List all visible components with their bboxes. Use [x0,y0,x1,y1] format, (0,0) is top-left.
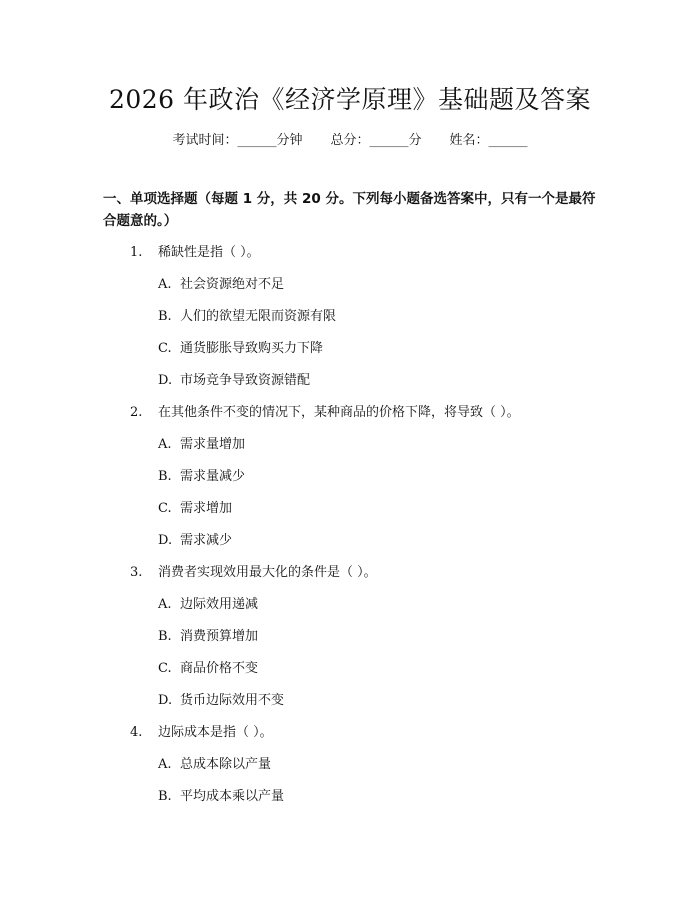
option-2d [158,532,232,550]
option-letter: B. [158,789,172,804]
option-text: 需求减少 [180,533,233,548]
option-text: 通货膨胀导致购买力下降 [180,341,324,356]
question-4 [130,724,273,742]
name-label: 姓名：______ [449,133,528,148]
option-1b [158,308,336,326]
option-letter: D. [158,373,173,388]
question-number: 2. [130,405,143,420]
option-1a [158,276,284,294]
option-text: 需求量减少 [180,469,246,484]
option-text: 商品价格不变 [180,661,259,676]
option-letter: C. [158,661,172,676]
option-text: 边际效用递减 [180,597,259,612]
option-1d [158,372,310,390]
option-text: 货币边际效用不变 [180,693,285,708]
option-text: 社会资源绝对不足 [180,277,285,292]
option-2c [158,500,232,518]
section-heading: 一、单项选择题（每题 1 分，共 20 分。下列每小题备选答案中，只有一个是最符合题意的。） [103,191,596,229]
question-2 [130,404,520,422]
option-text: 市场竞争导致资源错配 [180,373,311,388]
question-1 [130,244,260,262]
option-letter: A. [158,277,172,292]
option-2a [158,436,245,454]
page-title: 2026 年政治《经济学原理》基础题及答案 [108,85,592,114]
question-text: 消费者实现效用最大化的条件是（ ）。 [158,565,377,580]
option-3d [158,692,284,710]
total-score-label: 总分：______分 [330,133,422,148]
question-number: 3. [130,565,143,580]
option-4b [158,788,284,806]
question-number: 1. [130,245,143,260]
option-4a [158,756,271,774]
option-letter: B. [158,469,172,484]
option-letter: B. [158,309,172,324]
option-3a [158,596,258,614]
option-text: 需求量增加 [180,437,246,452]
option-letter: C. [158,341,172,356]
option-text: 总成本除以产量 [180,757,272,772]
question-number: 4. [130,725,143,740]
question-text: 在其他条件不变的情况下，某种商品的价格下降，将导致（ ）。 [158,405,520,420]
option-letter: A. [158,757,172,772]
option-letter: C. [158,501,172,516]
option-letter: A. [158,597,172,612]
option-3b [158,628,258,646]
question-3 [130,564,377,582]
option-text: 平均成本乘以产量 [180,789,285,804]
option-text: 消费预算增加 [180,629,259,644]
option-text: 需求增加 [180,501,233,516]
option-text: 人们的欲望无限而资源有限 [180,309,337,324]
option-letter: B. [158,629,172,644]
option-letter: A. [158,437,172,452]
question-text: 稀缺性是指（ ）。 [158,245,260,260]
option-1c [158,340,323,358]
exam-meta [0,132,700,150]
option-letter: D. [158,533,173,548]
exam-time-label: 考试时间：______分钟 [172,133,303,148]
option-2b [158,468,245,486]
option-letter: D. [158,693,173,708]
option-3c [158,660,258,678]
question-text: 边际成本是指（ ）。 [158,725,273,740]
